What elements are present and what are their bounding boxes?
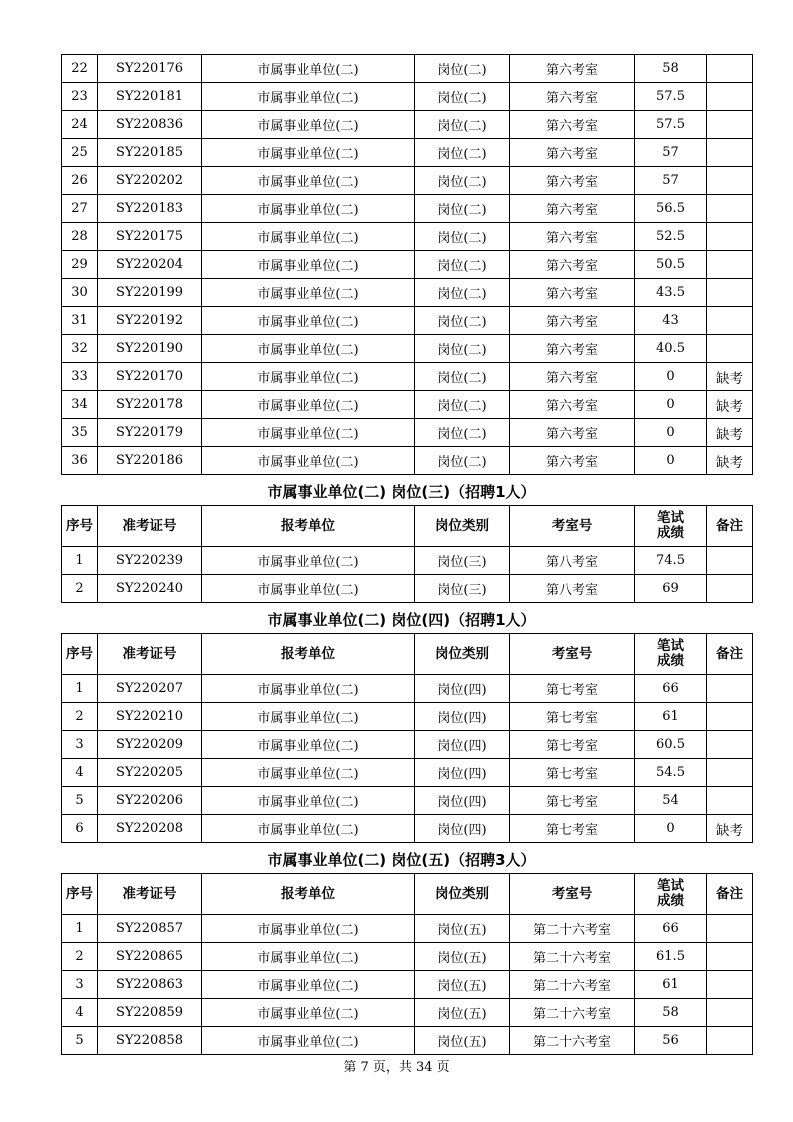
table-cell: SY220209 (98, 731, 202, 759)
table-cell: 35 (62, 419, 98, 447)
table-cell: 36 (62, 447, 98, 475)
table-cell: 市属事业单位(二) (202, 55, 415, 83)
table-cell: SY220859 (98, 999, 202, 1027)
table-cell: 0 (635, 447, 707, 475)
column-header: 岗位类别 (415, 874, 510, 915)
column-header: 准考证号 (98, 874, 202, 915)
table-cell: 市属事业单位(二) (202, 787, 415, 815)
table-cell: 市属事业单位(二) (202, 223, 415, 251)
table-cell (707, 703, 753, 731)
column-header: 考室号 (510, 506, 635, 547)
table-cell: 第六考室 (510, 167, 635, 195)
table-cell: 市属事业单位(二) (202, 575, 415, 603)
table-row (62, 971, 753, 999)
column-header: 准考证号 (98, 506, 202, 547)
table-cell: 61 (635, 703, 707, 731)
table-cell: SY220206 (98, 787, 202, 815)
table-cell: 56 (635, 1027, 707, 1055)
table-cell: 市属事业单位(二) (202, 195, 415, 223)
section-title: 市属事业单位(二) 岗位(三)（招聘1人） (267, 483, 536, 501)
table-cell: 岗位(二) (415, 83, 510, 111)
table-cell: 岗位(二) (415, 139, 510, 167)
table-cell: 市属事业单位(二) (202, 971, 415, 999)
table-row (62, 419, 753, 447)
table-cell: 31 (62, 307, 98, 335)
table-cell: 54 (635, 787, 707, 815)
table-cell: 29 (62, 251, 98, 279)
table-cell (707, 759, 753, 787)
table-cell: 岗位(二) (415, 167, 510, 195)
table-cell: 第六考室 (510, 55, 635, 83)
table-cell: 第八考室 (510, 575, 635, 603)
table-cell: 岗位(二) (415, 363, 510, 391)
table-cell (707, 195, 753, 223)
table-cell: 50.5 (635, 251, 707, 279)
table-cell: 岗位(四) (415, 759, 510, 787)
table-cell: 市属事业单位(二) (202, 83, 415, 111)
table-cell: 第二十六考室 (510, 915, 635, 943)
results-table (61, 505, 742, 603)
table-cell: 第七考室 (510, 703, 635, 731)
table-cell: 4 (62, 759, 98, 787)
table-cell: 2 (62, 575, 98, 603)
table-cell: 第六考室 (510, 279, 635, 307)
table-cell: 33 (62, 363, 98, 391)
table-cell: 岗位(五) (415, 943, 510, 971)
table-cell: 第六考室 (510, 223, 635, 251)
table-cell: 第六考室 (510, 391, 635, 419)
table-cell: SY220176 (98, 55, 202, 83)
table-cell: SY220863 (98, 971, 202, 999)
column-header: 序号 (62, 874, 98, 915)
table-cell (707, 251, 753, 279)
table-cell: SY220210 (98, 703, 202, 731)
table-cell (707, 943, 753, 971)
table-cell: 市属事业单位(二) (202, 139, 415, 167)
table-cell: 第二十六考室 (510, 971, 635, 999)
table-cell: SY220202 (98, 167, 202, 195)
table-cell: 岗位(二) (415, 391, 510, 419)
table-cell: 第六考室 (510, 335, 635, 363)
table-row (62, 167, 753, 195)
table-cell (707, 1027, 753, 1055)
table-cell (707, 787, 753, 815)
column-header: 序号 (62, 634, 98, 675)
table-cell: 32 (62, 335, 98, 363)
table-cell: 23 (62, 83, 98, 111)
table-cell: 第六考室 (510, 195, 635, 223)
table-cell: 58 (635, 999, 707, 1027)
results-table (61, 633, 742, 843)
table-cell: SY220836 (98, 111, 202, 139)
table-cell: SY220192 (98, 307, 202, 335)
table-cell: 缺考 (707, 419, 753, 447)
table-cell (707, 83, 753, 111)
table-cell: 市属事业单位(二) (202, 167, 415, 195)
table-cell: 第七考室 (510, 787, 635, 815)
table-cell: 市属事业单位(二) (202, 547, 415, 575)
table-cell: SY220239 (98, 547, 202, 575)
table-header-row (62, 874, 753, 915)
table-cell: 第六考室 (510, 111, 635, 139)
table-cell: 第六考室 (510, 251, 635, 279)
table-cell: SY220175 (98, 223, 202, 251)
table-cell (707, 55, 753, 83)
table-cell: 第七考室 (510, 731, 635, 759)
table-cell (707, 731, 753, 759)
table-cell: SY220179 (98, 419, 202, 447)
table-row (62, 363, 753, 391)
table-cell: 22 (62, 55, 98, 83)
table-cell: 市属事业单位(二) (202, 111, 415, 139)
table-cell: 第七考室 (510, 815, 635, 843)
table-cell: 5 (62, 1027, 98, 1055)
table-row (62, 55, 753, 83)
table-cell (707, 971, 753, 999)
table-cell: 60.5 (635, 731, 707, 759)
table-cell: 69 (635, 575, 707, 603)
table-cell: 缺考 (707, 363, 753, 391)
table-cell: 30 (62, 279, 98, 307)
table-cell: SY220208 (98, 815, 202, 843)
table-row (62, 815, 753, 843)
table-cell: 24 (62, 111, 98, 139)
table-cell: 0 (635, 363, 707, 391)
table-cell: 岗位(四) (415, 787, 510, 815)
table-row (62, 83, 753, 111)
table-cell: SY220857 (98, 915, 202, 943)
table-row (62, 675, 753, 703)
column-header: 岗位类别 (415, 634, 510, 675)
table-cell: 缺考 (707, 391, 753, 419)
table-cell: 26 (62, 167, 98, 195)
table-cell: SY220183 (98, 195, 202, 223)
table-cell: 第二十六考室 (510, 943, 635, 971)
table-cell: 市属事业单位(二) (202, 447, 415, 475)
table-cell: 第八考室 (510, 547, 635, 575)
table-cell: 市属事业单位(二) (202, 307, 415, 335)
table-cell: 岗位(二) (415, 111, 510, 139)
table-cell (707, 999, 753, 1027)
table-cell: 市属事业单位(二) (202, 335, 415, 363)
table-cell (707, 223, 753, 251)
table-row (62, 547, 753, 575)
table-row (62, 223, 753, 251)
table-cell: 58 (635, 55, 707, 83)
table-row (62, 787, 753, 815)
table-cell: 57.5 (635, 83, 707, 111)
table-cell: 0 (635, 391, 707, 419)
table-cell: 第六考室 (510, 419, 635, 447)
table-cell (707, 675, 753, 703)
table-cell: 岗位(二) (415, 307, 510, 335)
table-cell: 第六考室 (510, 307, 635, 335)
table-cell: 市属事业单位(二) (202, 363, 415, 391)
table-cell: 岗位(四) (415, 731, 510, 759)
table-cell (707, 915, 753, 943)
table-cell: 市属事业单位(二) (202, 703, 415, 731)
results-table-continued (61, 54, 742, 475)
table-cell: 43 (635, 307, 707, 335)
table-cell: 岗位(五) (415, 971, 510, 999)
table-cell (707, 547, 753, 575)
table-cell: SY220190 (98, 335, 202, 363)
table-cell: 岗位(二) (415, 447, 510, 475)
table-cell: 57 (635, 167, 707, 195)
table-cell: 岗位(四) (415, 675, 510, 703)
table-cell: 岗位(五) (415, 915, 510, 943)
table-cell: 岗位(二) (415, 419, 510, 447)
table-cell: 市属事业单位(二) (202, 1027, 415, 1055)
table-row (62, 731, 753, 759)
table-cell: SY220185 (98, 139, 202, 167)
table-header-row (62, 506, 753, 547)
table-cell: 0 (635, 419, 707, 447)
column-header: 考室号 (510, 874, 635, 915)
table-cell (707, 279, 753, 307)
table-cell: SY220858 (98, 1027, 202, 1055)
table-cell: 1 (62, 547, 98, 575)
table-cell: 28 (62, 223, 98, 251)
table-cell: 第二十六考室 (510, 1027, 635, 1055)
table-cell: 40.5 (635, 335, 707, 363)
column-header: 报考单位 (202, 506, 415, 547)
results-table (61, 873, 742, 1055)
table-cell: 57 (635, 139, 707, 167)
table-row (62, 447, 753, 475)
table-cell: 第六考室 (510, 83, 635, 111)
page-footer: 第 7 页，共 34 页 (343, 1060, 450, 1075)
table-cell: 岗位(四) (415, 815, 510, 843)
column-header: 岗位类别 (415, 506, 510, 547)
table-cell: SY220199 (98, 279, 202, 307)
table-cell: 4 (62, 999, 98, 1027)
table-cell: 第七考室 (510, 675, 635, 703)
table-cell (707, 575, 753, 603)
table-cell: 岗位(三) (415, 547, 510, 575)
table-cell: 25 (62, 139, 98, 167)
table-cell: 61 (635, 971, 707, 999)
table-cell: 岗位(二) (415, 223, 510, 251)
table-cell: 岗位(二) (415, 335, 510, 363)
column-header: 备注 (707, 506, 753, 547)
column-header: 笔试 成绩 (635, 634, 707, 675)
table-cell: 市属事业单位(二) (202, 915, 415, 943)
table-cell: 市属事业单位(二) (202, 419, 415, 447)
table-cell: 市属事业单位(二) (202, 731, 415, 759)
table-cell: 市属事业单位(二) (202, 675, 415, 703)
table-cell: SY220178 (98, 391, 202, 419)
table-header-row (62, 634, 753, 675)
table-row (62, 999, 753, 1027)
table-cell: 缺考 (707, 815, 753, 843)
table-cell: SY220186 (98, 447, 202, 475)
table-cell: 61.5 (635, 943, 707, 971)
table-cell: 岗位(五) (415, 1027, 510, 1055)
table-cell: 3 (62, 971, 98, 999)
column-header: 笔试 成绩 (635, 506, 707, 547)
table-row (62, 335, 753, 363)
table-cell: 岗位(四) (415, 703, 510, 731)
table-cell: 缺考 (707, 447, 753, 475)
table-row (62, 915, 753, 943)
table-cell: 市属事业单位(二) (202, 999, 415, 1027)
table-cell: 66 (635, 915, 707, 943)
table-cell: 岗位(二) (415, 55, 510, 83)
table-cell: 1 (62, 675, 98, 703)
table-row (62, 139, 753, 167)
table-cell: 2 (62, 703, 98, 731)
table-cell (707, 139, 753, 167)
table-cell: SY220170 (98, 363, 202, 391)
table-cell: 市属事业单位(二) (202, 815, 415, 843)
column-header: 考室号 (510, 634, 635, 675)
table-cell (707, 307, 753, 335)
table-cell: SY220204 (98, 251, 202, 279)
table-cell (707, 167, 753, 195)
column-header: 报考单位 (202, 634, 415, 675)
table-cell: 3 (62, 731, 98, 759)
table-cell: 27 (62, 195, 98, 223)
table-row (62, 307, 753, 335)
table-cell: SY220205 (98, 759, 202, 787)
table-row (62, 943, 753, 971)
section-title: 市属事业单位(二) 岗位(五)（招聘3人） (267, 851, 536, 869)
table-cell: 第六考室 (510, 447, 635, 475)
table-cell: 岗位(二) (415, 279, 510, 307)
table-cell: 1 (62, 915, 98, 943)
table-cell: 43.5 (635, 279, 707, 307)
table-row (62, 703, 753, 731)
table-cell: 第七考室 (510, 759, 635, 787)
table-cell: 第六考室 (510, 139, 635, 167)
table-cell: 56.5 (635, 195, 707, 223)
table-cell: 市属事业单位(二) (202, 279, 415, 307)
table-cell: SY220240 (98, 575, 202, 603)
column-header: 备注 (707, 634, 753, 675)
table-cell: 市属事业单位(二) (202, 251, 415, 279)
table-cell: 第二十六考室 (510, 999, 635, 1027)
table-cell: 54.5 (635, 759, 707, 787)
column-header: 笔试 成绩 (635, 874, 707, 915)
column-header: 备注 (707, 874, 753, 915)
table-cell: 第六考室 (510, 363, 635, 391)
table-cell: 岗位(二) (415, 251, 510, 279)
table-cell: 57.5 (635, 111, 707, 139)
table-cell: 岗位(二) (415, 195, 510, 223)
table-row (62, 391, 753, 419)
table-cell: 34 (62, 391, 98, 419)
table-row (62, 279, 753, 307)
table-cell (707, 111, 753, 139)
table-cell: 2 (62, 943, 98, 971)
table-cell: 6 (62, 815, 98, 843)
table-row (62, 111, 753, 139)
table-row (62, 575, 753, 603)
table-cell: 市属事业单位(二) (202, 759, 415, 787)
table-cell: 52.5 (635, 223, 707, 251)
table-cell: SY220865 (98, 943, 202, 971)
table-row (62, 759, 753, 787)
table-cell: 5 (62, 787, 98, 815)
table-cell (707, 335, 753, 363)
column-header: 报考单位 (202, 874, 415, 915)
table-cell: 岗位(三) (415, 575, 510, 603)
table-row (62, 251, 753, 279)
table-row (62, 195, 753, 223)
table-cell: SY220181 (98, 83, 202, 111)
table-cell: 岗位(五) (415, 999, 510, 1027)
column-header: 序号 (62, 506, 98, 547)
table-cell: 66 (635, 675, 707, 703)
table-cell: 市属事业单位(二) (202, 943, 415, 971)
table-cell: 0 (635, 815, 707, 843)
table-cell: 74.5 (635, 547, 707, 575)
table-row (62, 1027, 753, 1055)
table-cell: 市属事业单位(二) (202, 391, 415, 419)
section-title: 市属事业单位(二) 岗位(四)（招聘1人） (267, 611, 536, 629)
table-cell: SY220207 (98, 675, 202, 703)
column-header: 准考证号 (98, 634, 202, 675)
